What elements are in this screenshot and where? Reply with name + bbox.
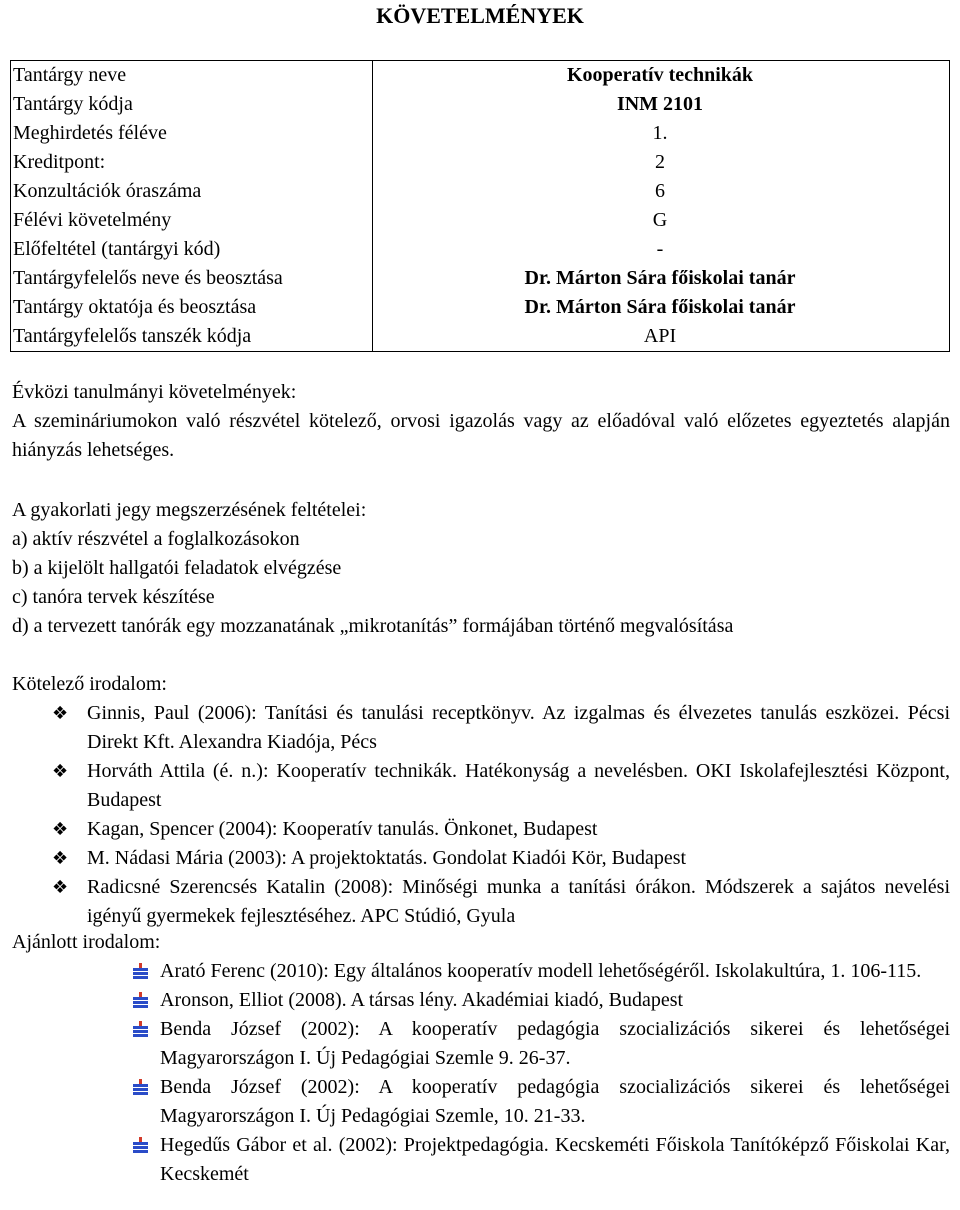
info-label: Előfeltétel (tantárgyi kód) bbox=[11, 235, 373, 264]
info-value: 2 bbox=[655, 151, 665, 173]
evkozi-text: A szemináriumokon való részvétel kötelező, orvosi igazolás vagy az előadóval való előzetes egyeztetés alapján hiányzás lehetséges. bbox=[12, 410, 950, 461]
four-diamond-bullet-icon: ❖ bbox=[52, 819, 69, 840]
info-label: Tantárgy kódja bbox=[11, 90, 373, 119]
ajanlott-item-text: Aronson, Elliot (2008). A társas lény. Akadémiai kiadó, Budapest bbox=[160, 989, 684, 1011]
info-row bbox=[11, 235, 950, 264]
gyakorlati-item: b) a kijelölt hallgatói feladatok elvégzése bbox=[12, 557, 342, 579]
book-stack-bullet-icon bbox=[132, 1021, 149, 1038]
evkozi-heading: Évközi tanulmányi követelmények: bbox=[12, 381, 297, 403]
four-diamond-bullet-icon: ❖ bbox=[52, 703, 69, 724]
info-label: Kreditpont: bbox=[11, 148, 373, 177]
info-label: Félévi követelmény bbox=[11, 206, 373, 235]
ajanlott-item bbox=[12, 1073, 950, 1131]
kotelezo-heading: Kötelező irodalom: bbox=[12, 673, 167, 695]
ajanlott-item bbox=[12, 957, 950, 986]
ajanlott-list bbox=[12, 957, 950, 1189]
kotelezo-item bbox=[12, 757, 950, 815]
info-label: Konzultációk óraszáma bbox=[11, 177, 373, 206]
book-stack-bullet-icon bbox=[132, 1079, 149, 1096]
info-value: 6 bbox=[655, 180, 665, 202]
info-label: Tantárgy neve bbox=[11, 61, 373, 91]
info-value: Kooperatív technikák bbox=[373, 61, 950, 91]
kotelezo-item-text: Radicsné Szerencsés Katalin (2008): Minőségi munka a tanítási órákon. Módszerek a sajátos nevelési igényű gyermekek fejlesztéséhez. APC Stúdió, Gyula bbox=[87, 876, 950, 927]
ajanlott-item bbox=[12, 1131, 950, 1189]
kotelezo-item-text: M. Nádasi Mária (2003): A projektoktatás. Gondolat Kiadói Kör, Budapest bbox=[87, 847, 687, 869]
info-row bbox=[11, 293, 950, 322]
gyakorlati-section bbox=[12, 496, 950, 641]
book-stack-bullet-icon bbox=[132, 963, 149, 980]
info-label: Tantárgyfelelős tanszék kódja bbox=[11, 322, 373, 352]
info-label: Tantárgy oktatója és beosztása bbox=[11, 293, 373, 322]
kotelezo-list bbox=[12, 699, 950, 931]
info-row bbox=[11, 206, 950, 235]
page-title: KÖVETELMÉNYEK bbox=[376, 3, 584, 28]
info-row bbox=[11, 264, 950, 293]
kotelezo-item bbox=[12, 699, 950, 757]
kotelezo-item bbox=[12, 844, 950, 873]
info-row bbox=[11, 90, 950, 119]
ajanlott-item-text: Benda József (2002): A kooperatív pedagógia szocializációs sikerei és lehetőségei Magyarországon I. Új Pedagógiai Szemle, 10. 21-33. bbox=[160, 1076, 950, 1127]
kotelezo-item bbox=[12, 873, 950, 931]
ajanlott-heading: Ajánlott irodalom: bbox=[12, 931, 161, 953]
gyakorlati-item: d) a tervezett tanórák egy mozzanatának „mikrotanítás” formájában történő megvalósítása bbox=[12, 615, 734, 637]
kotelezo-section bbox=[12, 670, 950, 931]
info-label: Tantárgyfelelős neve és beosztása bbox=[11, 264, 373, 293]
info-value: G bbox=[652, 209, 668, 231]
four-diamond-bullet-icon: ❖ bbox=[52, 761, 69, 782]
info-label: Meghirdetés féléve bbox=[11, 119, 373, 148]
info-row bbox=[11, 119, 950, 148]
info-row bbox=[11, 148, 950, 177]
book-stack-bullet-icon bbox=[132, 1137, 149, 1154]
ajanlott-item-text: Hegedűs Gábor et al. (2002): Projektpedagógia. Kecskeméti Főiskola Tanítóképző Főiskolai Kar, Kecskemét bbox=[160, 1134, 950, 1185]
kotelezo-item bbox=[12, 815, 950, 844]
ajanlott-item-text: Benda József (2002): A kooperatív pedagógia szocializációs sikerei és lehetőségei Magyarországon I. Új Pedagógiai Szemle 9. 26-37. bbox=[160, 1018, 950, 1069]
ajanlott-section bbox=[12, 928, 950, 1189]
ajanlott-item bbox=[12, 1015, 950, 1073]
kotelezo-item-text: Kagan, Spencer (2004): Kooperatív tanulás. Önkonet, Budapest bbox=[87, 818, 598, 840]
gyakorlati-item: a) aktív részvétel a foglalkozásokon bbox=[12, 528, 300, 550]
info-value: 1. bbox=[652, 122, 668, 144]
info-value: INM 2101 bbox=[616, 93, 704, 115]
gyakorlati-item: c) tanóra tervek készítése bbox=[12, 586, 215, 608]
info-value: API bbox=[373, 322, 950, 352]
evkozi-section bbox=[12, 378, 950, 465]
info-value: Dr. Márton Sára főiskolai tanár bbox=[524, 296, 796, 318]
kotelezo-item-text: Ginnis, Paul (2006): Tanítási és tanulási receptkönyv. Az izgalmas és élvezetes tanulás eszközei. Pécsi Direkt Kft. Alexandra Kiadója, Pécs bbox=[87, 702, 950, 753]
four-diamond-bullet-icon: ❖ bbox=[52, 877, 69, 898]
info-value: - bbox=[656, 238, 664, 260]
ajanlott-item bbox=[12, 986, 950, 1015]
info-row bbox=[11, 177, 950, 206]
ajanlott-item-text: Arató Ferenc (2010): Egy általános kooperatív modell lehetőségéről. Iskolakultúra, 1. 106-115. bbox=[160, 960, 922, 982]
kotelezo-item-text: Horváth Attila (é. n.): Kooperatív technikák. Hatékonyság a nevelésben. OKI Iskolafejlesztési Központ, Budapest bbox=[87, 760, 950, 811]
gyakorlati-heading: A gyakorlati jegy megszerzésének feltételei: bbox=[12, 499, 367, 521]
info-value: Dr. Márton Sára főiskolai tanár bbox=[524, 267, 796, 289]
book-stack-bullet-icon bbox=[132, 992, 149, 1009]
course-info-table bbox=[10, 60, 950, 352]
four-diamond-bullet-icon: ❖ bbox=[52, 848, 69, 869]
info-row bbox=[11, 61, 950, 91]
info-row bbox=[11, 322, 950, 352]
